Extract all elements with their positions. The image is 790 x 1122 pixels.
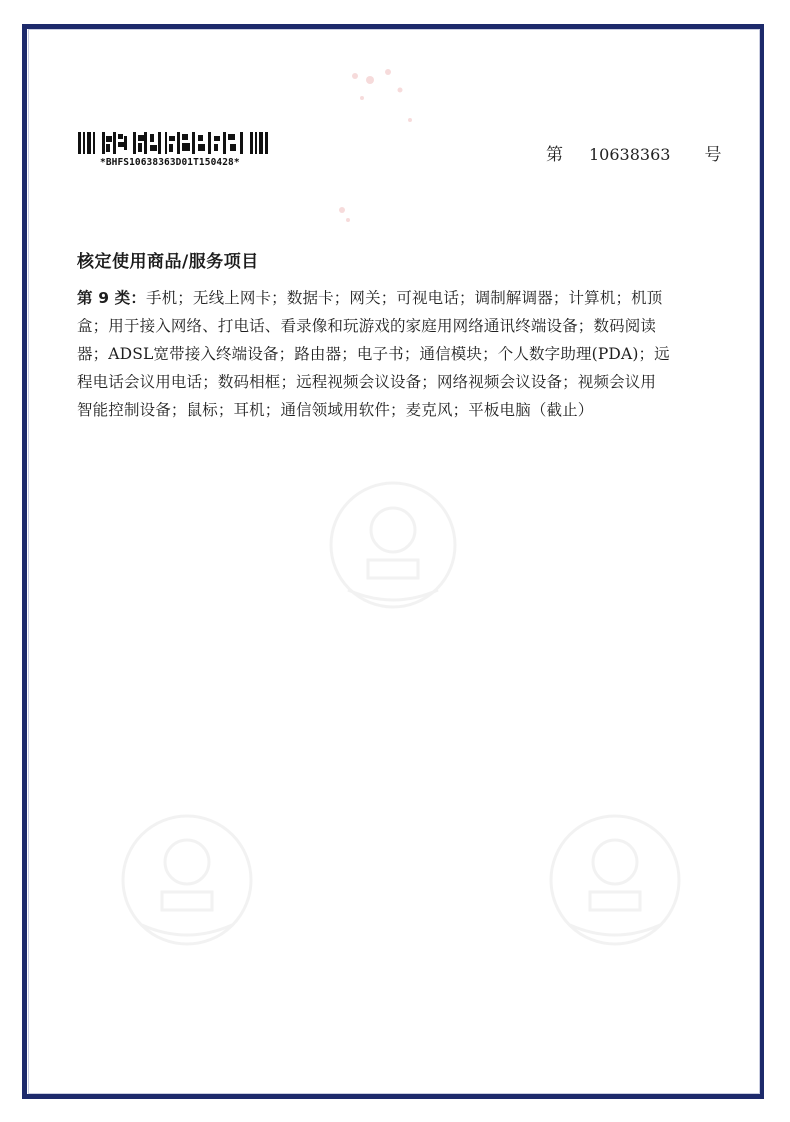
emblem-watermark-left bbox=[112, 800, 262, 960]
barcode-text: *BHFS10638363D01T150428* bbox=[100, 157, 240, 168]
class-line-text: 手机；无线上网卡；数据卡；网关；可视电话；调制解调器；计算机；机顶 bbox=[145, 289, 663, 307]
seal-smudge bbox=[300, 50, 440, 240]
barcode-block bbox=[78, 130, 268, 168]
class-line-2: 盒；用于接入网络、打电话、看录像和玩游戏的家庭用网络通讯终端设备；数码阅读 bbox=[77, 317, 657, 335]
class-line-1 bbox=[77, 284, 717, 312]
emblem-watermark-right bbox=[540, 800, 690, 960]
barcode-image bbox=[78, 130, 268, 156]
registration-number bbox=[546, 140, 721, 165]
registration-prefix: 第 bbox=[546, 145, 563, 165]
registration-value: 10638363 bbox=[589, 145, 671, 164]
class-line-4: 程电话会议用电话；数码相框；远程视频会议设备；网络视频会议设备；视频会议用 bbox=[77, 373, 657, 391]
class-line-3: 器；ADSL宽带接入终端设备；路由器；电子书；通信模块；个人数字助理(PDA)；远 bbox=[77, 345, 670, 363]
emblem-watermark-center bbox=[318, 470, 468, 620]
registration-suffix: 号 bbox=[704, 145, 722, 165]
goods-class-description bbox=[77, 284, 717, 424]
section-title: 核定使用商品/服务项目 bbox=[77, 252, 259, 272]
class-line-5: 智能控制设备；鼠标；耳机；通信领域用软件；麦克风；平板电脑（截止） bbox=[77, 401, 594, 419]
class-label: 第 9 类： bbox=[77, 289, 146, 307]
